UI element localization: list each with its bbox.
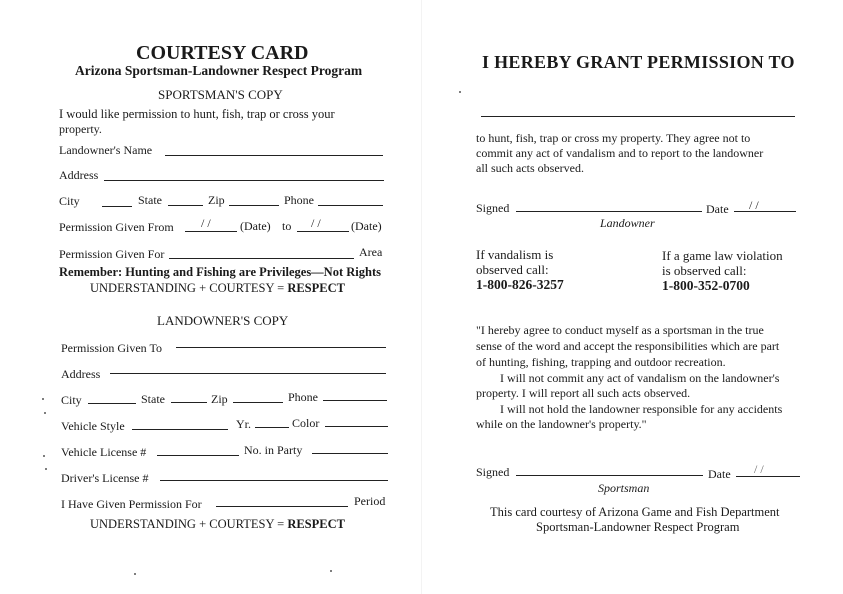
city-field[interactable] [102,206,132,207]
area-label: Area [359,245,383,259]
address-label: Address [59,168,99,182]
slogan-respect: RESPECT [287,281,345,295]
grantee-field[interactable] [481,116,795,117]
slogan-respect-2: RESPECT [287,517,345,531]
pledge-line-2: sense of the word and accept the responsibilities which are part [476,339,780,353]
drivers-license-field[interactable] [160,480,388,481]
landowner-date-field[interactable] [734,211,796,212]
drivers-license-label: Driver's License # [61,471,149,485]
permission-to-label: Permission Given To [61,341,162,355]
landowner-name-field[interactable] [165,155,383,156]
date-label-a: (Date) [240,219,271,233]
landowner-zip-field[interactable] [233,402,283,403]
phone-field[interactable] [318,205,383,206]
landowner-name-label: Landowner's Name [59,143,153,157]
zip-label: Zip [208,193,225,207]
vandalism-line-2: observed call: [476,262,549,277]
remember-note: Remember: Hunting and Fishing are Privileges—Not Rights [59,265,381,279]
pledge-line-7: while on the landowner's property." [476,417,647,431]
sportsman-date-slash: / / [754,462,764,476]
landowner-date-slash: / / [749,198,759,212]
date-from-field[interactable] [185,231,237,232]
program-name: Arizona Sportsman-Landowner Respect Program [75,63,363,78]
vehicle-style-label: Vehicle Style [61,419,125,433]
color-field[interactable] [325,426,388,427]
grant-text-1: to hunt, fish, trap or cross my property. They agree not to [476,131,751,145]
no-in-party-field[interactable] [312,453,388,454]
sportsman-signed-label: Signed [476,465,510,479]
sportsman-slogan [90,281,345,296]
game-law-phone: 1-800-352-0700 [662,278,750,293]
landowner-date-label: Date [706,202,729,216]
vehicle-license-label: Vehicle License # [61,445,147,459]
sportsman-signature-field[interactable] [516,475,703,476]
fold-line [421,0,422,594]
landowner-slogan [90,517,345,532]
zip-field[interactable] [229,205,279,206]
sportsman-date-label: Date [708,467,731,481]
landowner-state-label: State [141,392,165,406]
landowner-caption: Landowner [600,216,655,230]
pledge-line-1: "I hereby agree to conduct myself as a sportsman in the true [476,323,764,337]
landowner-signed-label: Signed [476,201,510,215]
given-for-label: I Have Given Permission For [61,497,202,511]
landowner-state-field[interactable] [171,402,207,403]
permission-for-field[interactable] [169,258,354,259]
vehicle-license-field[interactable] [157,455,239,456]
game-law-line-1: If a game law violation [662,248,783,263]
grant-title: I HEREBY GRANT PERMISSION TO [482,52,795,72]
address-field[interactable] [104,180,384,181]
city-label: City [59,194,80,208]
phone-label: Phone [284,193,314,207]
scan-speck [330,570,332,572]
grant-text-3: all such acts observed. [476,161,584,175]
date-slash-b: / / [311,216,321,230]
permission-to-field[interactable] [176,347,386,348]
landowner-city-label: City [61,393,82,407]
scan-speck [44,412,46,414]
color-label: Color [292,416,320,430]
permission-from-label: Permission Given From [59,220,174,234]
pledge-line-4: I will not commit any act of vandalism on the landowner's [500,371,780,385]
slogan-text-2: UNDERSTANDING + COURTESY = [90,517,288,531]
intro-line-2: property. [59,122,102,136]
permission-for-label: Permission Given For [59,247,165,261]
landowner-address-field[interactable] [110,373,386,374]
card-title: COURTESY CARD [136,42,309,64]
scan-speck [45,468,47,470]
courtesy-line-1: This card courtesy of Arizona Game and Fish Department [490,505,780,519]
courtesy-line-2: Sportsman-Landowner Respect Program [536,520,740,534]
intro-line-1: I would like permission to hunt, fish, trap or cross your [59,107,335,121]
landowner-address-label: Address [61,367,101,381]
date-to-field[interactable] [297,231,349,232]
vandalism-phone: 1-800-826-3257 [476,277,564,292]
pledge-line-5: property. I will report all such acts observed. [476,386,691,400]
year-field[interactable] [255,427,289,428]
landowner-phone-label: Phone [288,390,318,404]
pledge-line-6: I will not hold the landowner responsible for any accidents [500,402,783,416]
scan-speck [42,398,44,400]
landowner-phone-field[interactable] [323,400,387,401]
scan-speck [43,455,45,457]
state-field[interactable] [168,205,203,206]
landowner-copy-heading: LANDOWNER'S COPY [157,313,289,328]
sportsman-date-field[interactable] [736,476,800,477]
slogan-text: UNDERSTANDING + COURTESY = [90,281,288,295]
pledge-line-3: of hunting, fishing, trapping and outdoor recreation. [476,355,726,369]
vandalism-line-1: If vandalism is [476,247,554,262]
to-label: to [282,219,292,233]
date-label-b: (Date) [351,219,382,233]
landowner-signature-field[interactable] [516,211,702,212]
period-label: Period [354,494,386,508]
landowner-zip-label: Zip [211,392,228,406]
given-for-field[interactable] [216,506,348,507]
vehicle-style-field[interactable] [132,429,228,430]
no-in-party-label: No. in Party [244,443,303,457]
year-label: Yr. [236,417,251,431]
landowner-city-field[interactable] [88,403,136,404]
sportsman-caption: Sportsman [598,481,650,495]
scan-speck [459,91,461,93]
sportsman-copy-heading: SPORTSMAN'S COPY [158,87,283,102]
date-slash-a: / / [201,216,211,230]
grant-text-2: commit any act of vandalism and to report to the landowner [476,146,764,160]
game-law-line-2: is observed call: [662,263,747,278]
state-label: State [138,193,162,207]
scan-speck [134,573,136,575]
